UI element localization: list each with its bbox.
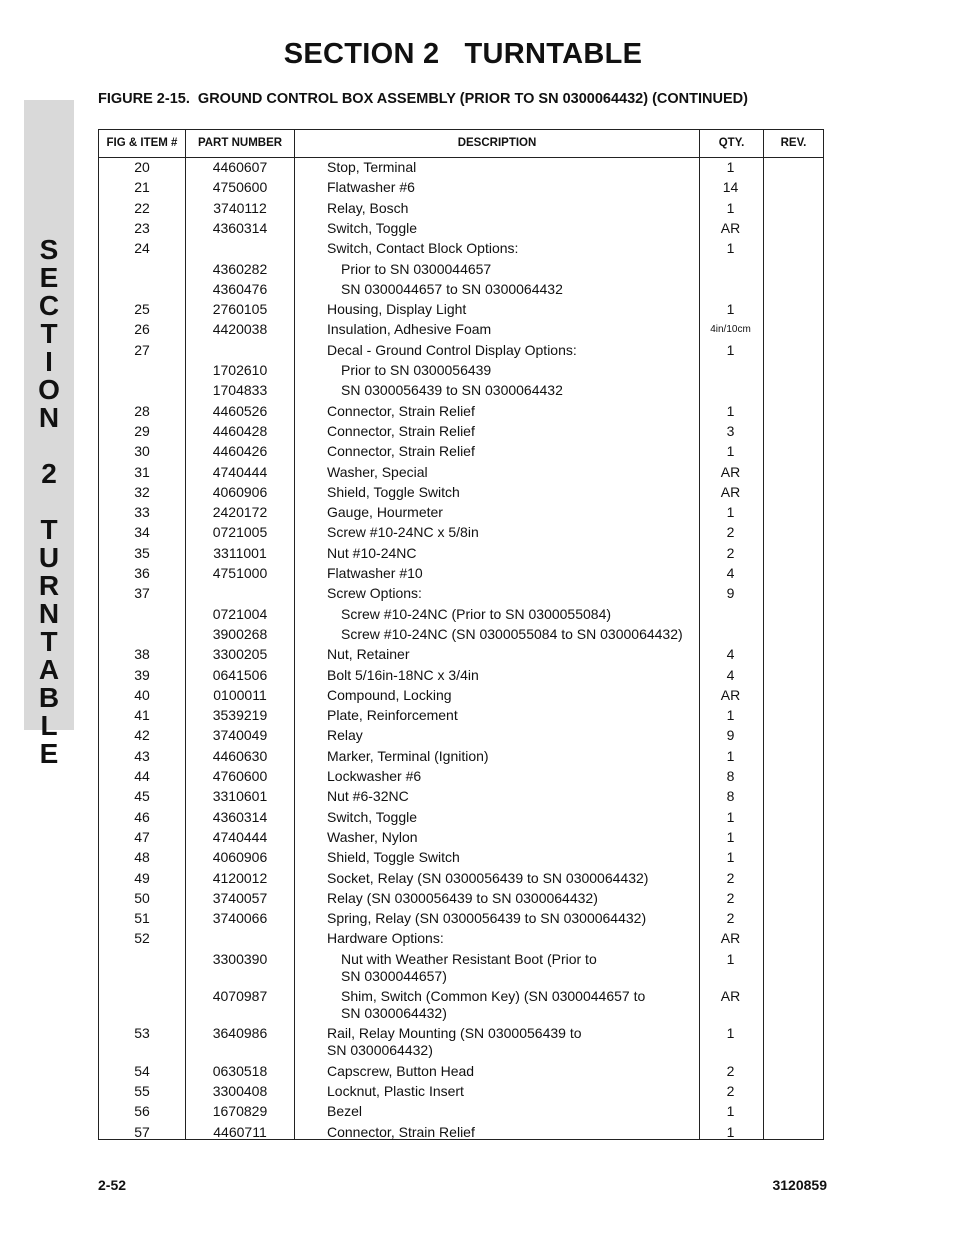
header-part-number: PART NUMBER (197, 137, 283, 149)
part-number-cell: 4460630 (212, 747, 268, 764)
fig-item-cell: 36 (134, 565, 150, 581)
table-row (99, 565, 823, 585)
description-cell: Flatwasher #6 (327, 179, 415, 196)
description-cell: Prior to SN 0300056439 (341, 362, 492, 378)
table-row (99, 849, 823, 869)
part-number-cell: 4360282 (212, 260, 268, 277)
part-number-cell: 0721005 (212, 524, 268, 541)
description-cell: Plate, Reinforcement (327, 707, 458, 724)
qty-cell: 14 (722, 179, 739, 196)
fig-item-cell: 20 (134, 159, 150, 175)
table-row (99, 585, 823, 605)
table-row (99, 1103, 823, 1123)
qty-cell: 8 (726, 768, 735, 784)
qty-cell: 4 (726, 666, 735, 683)
table-row (99, 1124, 823, 1144)
fig-item-cell: 41 (134, 707, 150, 724)
table-row (99, 524, 823, 544)
section-side-tab (24, 100, 74, 769)
part-number-cell: 4360314 (212, 808, 268, 825)
part-number-cell: 3900268 (212, 625, 268, 642)
table-row (99, 910, 823, 930)
part-number-cell: 4060906 (212, 483, 268, 500)
part-number-cell: 4460526 (212, 402, 268, 419)
description-cell: Flatwasher #10 (327, 565, 423, 581)
part-number-cell: 4740444 (212, 828, 268, 845)
fig-item-cell: 23 (134, 219, 150, 236)
description-cell: Nut with Weather Resistant Boot (Prior to (341, 950, 597, 967)
description-cell: Relay, Bosch (327, 199, 409, 216)
qty-cell: 2 (726, 1082, 735, 1099)
part-number-cell: 3740057 (212, 889, 268, 906)
table-row (99, 159, 823, 179)
qty-cell: 3 (726, 422, 735, 439)
qty-cell: 1 (726, 747, 735, 764)
table-row (99, 301, 823, 321)
table-row (99, 606, 823, 626)
part-number-cell: 4460711 (213, 1123, 267, 1140)
qty-cell: 1 (726, 199, 735, 216)
part-number-cell: 2760105 (212, 301, 268, 318)
side-tab-letter: B (38, 682, 60, 713)
description-cell: Socket, Relay (SN 0300056439 to SN 0300064432) (327, 869, 649, 886)
description-cell: Stop, Terminal (327, 159, 417, 175)
fig-item-cell: 52 (134, 930, 150, 947)
fig-item-cell: 27 (134, 341, 150, 358)
page-number: 2-52 (98, 1177, 127, 1193)
description-cell: Prior to SN 0300044657 (341, 260, 492, 277)
qty-cell: 9 (726, 585, 735, 602)
fig-item-cell: 28 (134, 402, 150, 419)
table-row (99, 504, 823, 524)
table-row (99, 707, 823, 727)
table-row (99, 748, 823, 768)
description-cell: Washer, Nylon (327, 828, 418, 845)
part-number-cell: 4460426 (212, 443, 268, 460)
description-cell: Bezel (327, 1103, 363, 1120)
side-tab-letter: R (38, 570, 60, 601)
description-cell: SN 0300044657 to SN 0300064432 (341, 280, 563, 297)
table-row (99, 768, 823, 788)
table-row (99, 200, 823, 220)
description-cell: Hardware Options: (327, 930, 444, 947)
description-cell: Washer, Special (327, 463, 428, 480)
qty-cell: AR (720, 483, 741, 500)
parts-table (98, 129, 824, 1140)
qty-cell: 2 (726, 889, 735, 906)
qty-cell: 4 (726, 646, 735, 663)
fig-item-cell: 33 (134, 504, 150, 521)
description-cell: Locknut, Plastic Insert (327, 1082, 464, 1099)
description-cell: Nut, Retainer (327, 646, 410, 663)
description-cell: Screw #10-24NC (SN 0300055084 to SN 0300064432) (341, 625, 683, 642)
qty-cell: 1 (726, 240, 735, 257)
table-row (99, 179, 823, 199)
fig-item-cell: 37 (134, 585, 150, 602)
header-qty: QTY. (718, 137, 745, 149)
description-cell: Connector, Strain Relief (327, 402, 475, 419)
header-rev: REV. (780, 137, 807, 149)
side-tab-letter: T (40, 626, 58, 657)
qty-cell: 4in/10cm (710, 324, 751, 336)
table-row (99, 890, 823, 910)
part-number-cell: 4420038 (212, 321, 268, 338)
description-cell: Gauge, Hourmeter (327, 504, 443, 521)
qty-cell: 4 (726, 565, 735, 581)
fig-item-cell: 53 (134, 1025, 150, 1042)
fig-item-cell: 55 (134, 1082, 150, 1099)
table-row (99, 1063, 823, 1083)
qty-cell: 1 (726, 159, 735, 175)
fig-item-cell: 39 (134, 666, 150, 683)
fig-item-cell: 32 (134, 483, 150, 500)
qty-cell: AR (720, 988, 741, 1004)
description-cell: Relay (SN 0300056439 to SN 0300064432) (327, 889, 598, 906)
qty-cell: 1 (726, 950, 735, 967)
table-row (99, 240, 823, 260)
table-row (99, 727, 823, 747)
side-tab-letter: S (39, 234, 59, 265)
table-row (99, 646, 823, 666)
description-cell: Shim, Switch (Common Key) (SN 0300044657 to (341, 988, 646, 1004)
fig-item-cell: 24 (134, 240, 150, 257)
table-row (99, 667, 823, 687)
qty-cell: 8 (726, 788, 735, 805)
description-cell: Rail, Relay Mounting (SN 0300056439 to (327, 1025, 582, 1042)
side-tab-letter (24, 432, 74, 460)
fig-item-cell: 31 (134, 463, 150, 480)
table-row (99, 403, 823, 423)
qty-cell: 1 (726, 849, 735, 866)
fig-item-cell: 43 (134, 747, 150, 764)
qty-cell: AR (720, 219, 741, 236)
table-row (99, 930, 823, 950)
table-row (99, 443, 823, 463)
part-number-cell: 4740444 (212, 463, 268, 480)
side-tab-letter: T (40, 514, 58, 545)
part-number-cell: 3740049 (212, 727, 268, 744)
part-number-cell: 3300205 (212, 646, 268, 663)
description-cell-continued: SN 0300044657) (341, 967, 447, 984)
table-row (99, 342, 823, 362)
document-number: 3120859 (772, 1177, 827, 1193)
header-fig-item: FIG & ITEM # (106, 137, 178, 149)
description-cell: Marker, Terminal (Ignition) (327, 747, 489, 764)
part-number-cell: 4460428 (212, 422, 268, 439)
table-row (99, 321, 823, 341)
fig-item-cell: 51 (134, 910, 150, 927)
fig-item-cell: 45 (134, 788, 150, 805)
part-number-cell: 2420172 (212, 504, 268, 521)
part-number-cell: 0641506 (212, 666, 268, 683)
fig-item-cell: 35 (134, 544, 150, 561)
table-row (99, 220, 823, 240)
table-row (99, 870, 823, 890)
part-number-cell: 4120012 (212, 869, 268, 886)
side-tab-letter (24, 488, 74, 516)
description-cell: Nut #10-24NC (327, 544, 417, 561)
fig-item-cell: 44 (134, 768, 150, 784)
part-number-cell: 3300408 (212, 1082, 268, 1099)
qty-cell: 1 (726, 504, 735, 521)
qty-cell: 1 (726, 808, 735, 825)
header-description: DESCRIPTION (457, 137, 537, 149)
fig-item-cell: 54 (134, 1062, 150, 1079)
side-tab-letter: N (38, 598, 60, 629)
description-cell: Housing, Display Light (327, 301, 467, 318)
part-number-cell: 3740066 (212, 910, 268, 927)
table-row (99, 281, 823, 301)
part-number-cell: 3740112 (213, 199, 267, 216)
qty-cell: 1 (726, 301, 735, 318)
side-tab-letters (24, 236, 74, 768)
description-cell: Shield, Toggle Switch (327, 849, 460, 866)
qty-cell: 1 (726, 1123, 735, 1140)
side-tab-letter: 2 (41, 458, 57, 489)
qty-cell: 2 (726, 524, 735, 541)
figure-title: FIGURE 2-15. GROUND CONTROL BOX ASSEMBLY (PRIOR TO SN 0300064432) (CONTINUED) (98, 91, 748, 107)
description-cell: Capscrew, Button Head (327, 1062, 475, 1079)
fig-item-cell: 40 (134, 686, 150, 703)
side-tab-letter: O (38, 374, 60, 405)
table-row (99, 484, 823, 504)
fig-item-cell: 26 (134, 321, 150, 338)
part-number-cell: 3311001 (213, 544, 267, 561)
description-cell: Bolt 5/16in-18NC x 3/4in (327, 666, 479, 683)
description-cell: Connector, Strain Relief (327, 1123, 475, 1140)
fig-item-cell: 30 (134, 443, 150, 460)
side-tab-letter: N (38, 402, 60, 433)
side-tab-letter: C (38, 290, 60, 321)
part-number-cell: 4751000 (212, 565, 268, 581)
part-number-cell: 4360314 (212, 219, 268, 236)
fig-item-cell: 29 (134, 422, 150, 439)
qty-cell: 9 (726, 727, 735, 744)
table-row (99, 951, 823, 988)
part-number-cell: 0721004 (212, 605, 268, 622)
part-number-cell: 4750600 (212, 179, 268, 196)
description-cell: Compound, Locking (327, 686, 452, 703)
table-row (99, 1025, 823, 1062)
qty-cell: 1 (726, 402, 735, 419)
qty-cell: 1 (726, 1103, 735, 1120)
table-row (99, 382, 823, 402)
side-tab-letter: L (40, 710, 58, 741)
description-cell: SN 0300056439 to SN 0300064432 (341, 382, 563, 399)
table-header (99, 130, 823, 158)
fig-item-cell: 56 (134, 1103, 150, 1120)
fig-item-cell: 34 (134, 524, 150, 541)
description-cell: Screw Options: (327, 585, 422, 602)
side-tab-letter: U (38, 542, 60, 573)
qty-cell: 2 (726, 1062, 735, 1079)
qty-cell: 2 (726, 544, 735, 561)
table-row (99, 423, 823, 443)
description-cell: Insulation, Adhesive Foam (327, 321, 492, 338)
table-row (99, 261, 823, 281)
qty-cell: 1 (726, 828, 735, 845)
part-number-cell: 4060906 (212, 849, 268, 866)
description-cell: Lockwasher #6 (327, 768, 422, 784)
description-cell: Decal - Ground Control Display Options: (327, 341, 577, 358)
qty-cell: 2 (726, 910, 735, 927)
part-number-cell: 4070987 (212, 988, 268, 1004)
description-cell: Screw #10-24NC (Prior to SN 0300055084) (341, 605, 612, 622)
table-row (99, 362, 823, 382)
table-row (99, 464, 823, 484)
fig-item-cell: 48 (134, 849, 150, 866)
side-tab-letter: E (39, 262, 59, 293)
table-row (99, 1083, 823, 1103)
description-cell-continued: SN 0300064432) (327, 1042, 433, 1059)
description-cell-continued: SN 0300064432) (341, 1005, 447, 1021)
part-number-cell: 1670829 (212, 1103, 268, 1120)
description-cell: Relay (327, 727, 363, 744)
description-cell: Switch, Toggle (327, 219, 418, 236)
qty-cell: AR (720, 463, 741, 480)
part-number-cell: 0100011 (213, 686, 267, 703)
fig-item-cell: 57 (134, 1123, 150, 1140)
qty-cell: 1 (726, 341, 735, 358)
qty-cell: AR (720, 686, 741, 703)
fig-item-cell: 42 (134, 727, 150, 744)
fig-item-cell: 25 (134, 301, 150, 318)
part-number-cell: 3300390 (212, 950, 268, 967)
part-number-cell: 0630518 (212, 1062, 268, 1079)
side-tab-letter: I (45, 346, 53, 377)
fig-item-cell: 50 (134, 889, 150, 906)
description-cell: Connector, Strain Relief (327, 422, 475, 439)
part-number-cell: 3539219 (212, 707, 268, 724)
part-number-cell: 4460607 (212, 159, 268, 175)
description-cell: Spring, Relay (SN 0300056439 to SN 0300064432) (327, 910, 647, 927)
table-row (99, 809, 823, 829)
table-row (99, 687, 823, 707)
description-cell: Switch, Contact Block Options: (327, 240, 519, 257)
qty-cell: AR (720, 930, 741, 947)
fig-item-cell: 47 (134, 828, 150, 845)
qty-cell: 2 (726, 869, 735, 886)
table-row (99, 788, 823, 808)
description-cell: Switch, Toggle (327, 808, 418, 825)
side-tab-letter: A (38, 654, 60, 685)
fig-item-cell: 38 (134, 646, 150, 663)
part-number-cell: 1704833 (212, 382, 268, 399)
description-cell: Nut #6-32NC (327, 788, 409, 805)
qty-cell: 1 (726, 707, 735, 724)
fig-item-cell: 21 (134, 179, 150, 196)
side-tab-letter: T (40, 318, 58, 349)
qty-cell: 1 (726, 1025, 735, 1042)
part-number-cell: 1702610 (212, 362, 268, 378)
side-tab-letter: E (39, 738, 59, 769)
description-cell: Screw #10-24NC x 5/8in (327, 524, 479, 541)
qty-cell: 1 (726, 443, 735, 460)
part-number-cell: 4760600 (212, 768, 268, 784)
fig-item-cell: 46 (134, 808, 150, 825)
part-number-cell: 4360476 (212, 280, 268, 297)
part-number-cell: 3310601 (212, 788, 268, 805)
section-title: SECTION 2 TURNTABLE (283, 38, 643, 70)
description-cell: Connector, Strain Relief (327, 443, 475, 460)
description-cell: Shield, Toggle Switch (327, 483, 460, 500)
part-number-cell: 3640986 (212, 1025, 268, 1042)
table-row (99, 545, 823, 565)
table-row (99, 626, 823, 646)
table-row (99, 988, 823, 1025)
fig-item-cell: 22 (134, 199, 150, 216)
table-row (99, 829, 823, 849)
fig-item-cell: 49 (134, 869, 150, 886)
